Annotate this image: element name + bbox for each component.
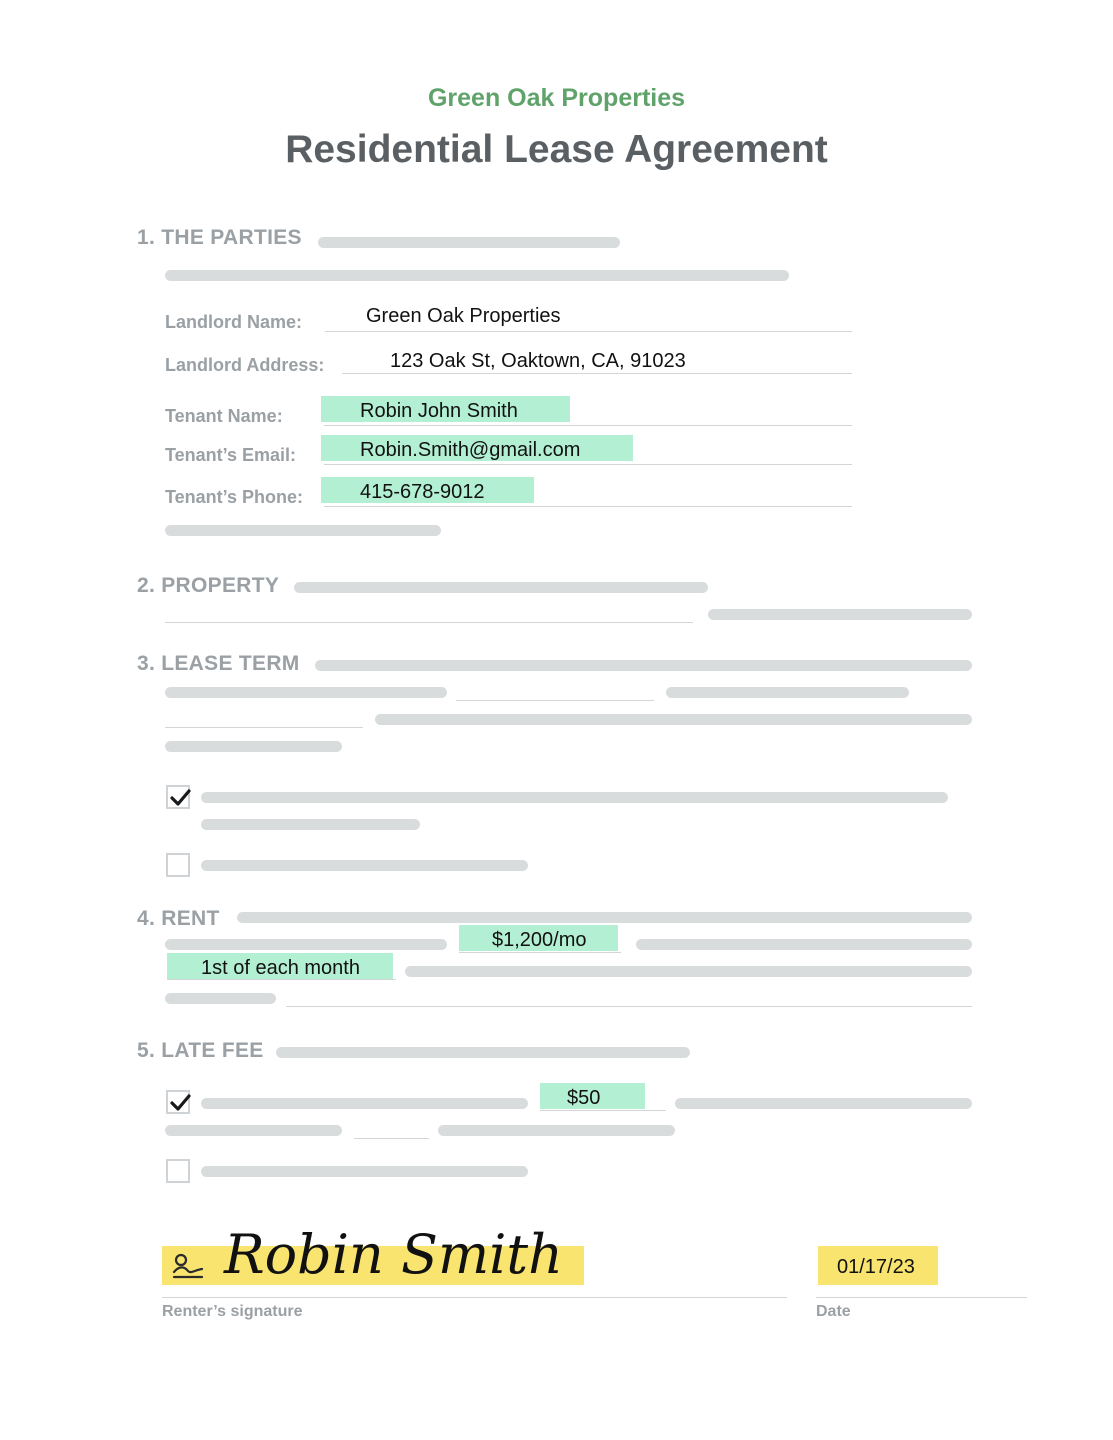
company-name: Green Oak Properties (427, 84, 686, 112)
placeholder-text-bar (666, 687, 909, 698)
placeholder-text-bar (237, 912, 972, 923)
late-fee-option-1-checkbox[interactable] (166, 1090, 190, 1114)
placeholder-text-bar (201, 860, 528, 871)
rent-amount-underline (459, 952, 621, 953)
tenant-name-label: Tenant Name: (165, 406, 283, 426)
landlord-address-field[interactable]: 123 Oak St, Oaktown, CA, 91023 (390, 350, 686, 372)
tenant-name-field[interactable]: Robin John Smith (360, 400, 518, 422)
late-fee-amount-underline (540, 1110, 666, 1111)
section-late-fee-heading: 5. LATE FEE (137, 1039, 264, 1062)
placeholder-text-bar (318, 237, 620, 248)
placeholder-text-bar (405, 966, 972, 977)
tenant-phone-field[interactable]: 415-678-9012 (360, 481, 485, 503)
placeholder-text-bar (375, 714, 972, 725)
late-fee-amount-field[interactable]: $50 (567, 1087, 601, 1109)
placeholder-text-bar (675, 1098, 972, 1109)
lease-start-blank-line[interactable] (456, 700, 654, 701)
lease-term-option-1-checkbox[interactable] (166, 785, 190, 809)
tenant-email-label: Tenant’s Email: (165, 445, 297, 465)
placeholder-text-bar (294, 582, 708, 593)
section-rent-heading: 4. RENT (137, 907, 220, 930)
date-line (816, 1297, 1027, 1298)
rent-blank-line[interactable] (286, 1006, 972, 1007)
late-fee-blank-line[interactable] (354, 1138, 429, 1139)
checkmark-icon (169, 1092, 191, 1114)
landlord-address-label: Landlord Address: (165, 355, 325, 375)
tenant-phone-label: Tenant’s Phone: (165, 487, 304, 507)
placeholder-text-bar (315, 660, 972, 671)
tenant-name-underline (324, 425, 852, 426)
tenant-email-underline (324, 464, 852, 465)
placeholder-text-bar (165, 741, 342, 752)
landlord-name-label: Landlord Name: (165, 312, 303, 332)
rent-amount-field[interactable]: $1,200/mo (492, 929, 587, 951)
placeholder-text-bar (201, 792, 948, 803)
tenant-phone-underline (324, 506, 852, 507)
placeholder-text-bar (201, 1166, 528, 1177)
section-property-heading: 2. PROPERTY (137, 574, 280, 597)
placeholder-text-bar (636, 939, 972, 950)
placeholder-text-bar (165, 1125, 342, 1136)
signature-icon (171, 1252, 205, 1280)
lease-end-blank-line[interactable] (165, 727, 363, 728)
placeholder-text-bar (165, 687, 447, 698)
landlord-name-field[interactable]: Green Oak Properties (366, 305, 561, 327)
placeholder-text-bar (276, 1047, 690, 1058)
checkmark-icon (169, 787, 191, 809)
late-fee-option-2-checkbox[interactable] (166, 1159, 190, 1183)
placeholder-text-bar (708, 609, 972, 620)
tenant-email-field[interactable]: Robin.Smith@gmail.com (360, 439, 581, 461)
property-blank-line[interactable] (165, 622, 693, 623)
signature-date-field[interactable]: 01/17/23 (837, 1256, 915, 1278)
placeholder-text-bar (438, 1125, 675, 1136)
document-title: Residential Lease Agreement (285, 128, 828, 171)
signature-line (162, 1297, 787, 1298)
placeholder-text-bar (165, 270, 789, 281)
landlord-address-underline (342, 373, 852, 374)
signature-label: Renter’s signature (162, 1303, 303, 1320)
placeholder-text-bar (201, 819, 420, 830)
placeholder-text-bar (201, 1098, 528, 1109)
section-lease-term-heading: 3. LEASE TERM (137, 652, 300, 675)
date-label: Date (816, 1303, 851, 1320)
placeholder-text-bar (165, 993, 276, 1004)
renter-signature[interactable]: Robin Smith (224, 1223, 563, 1286)
landlord-name-underline (325, 331, 852, 332)
rent-due-underline (167, 979, 396, 980)
placeholder-text-bar (165, 939, 447, 950)
placeholder-text-bar (165, 525, 441, 536)
rent-due-field[interactable]: 1st of each month (201, 957, 360, 979)
lease-term-option-2-checkbox[interactable] (166, 853, 190, 877)
section-parties-heading: 1. THE PARTIES (137, 226, 302, 249)
